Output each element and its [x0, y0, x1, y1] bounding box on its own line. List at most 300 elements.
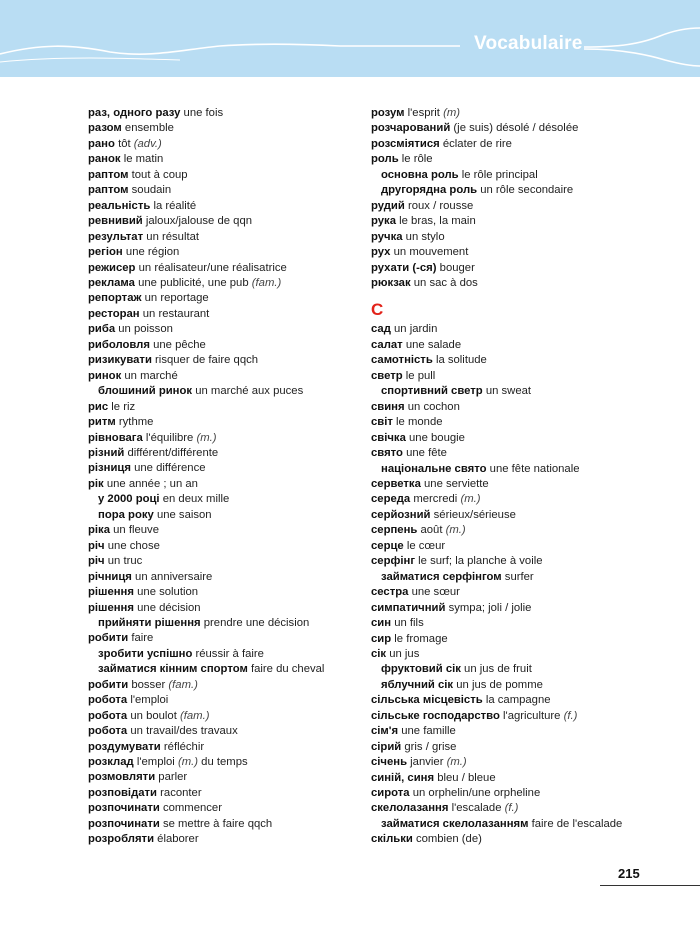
french-translation: ensemble [124, 122, 174, 135]
french-translation: combien (de) [415, 833, 482, 846]
grammar-marker: (fam.) [168, 678, 198, 691]
vocab-entry [88, 570, 358, 585]
ukrainian-word: розум [371, 107, 405, 119]
vocab-entry [88, 446, 358, 461]
french-translation: un rôle secondaire [480, 184, 574, 197]
french-translation: le fromage [394, 632, 448, 645]
ukrainian-word: розповідати [88, 786, 158, 799]
ukrainian-word: національне свято [381, 462, 487, 475]
ukrainian-word: регіон [88, 246, 123, 259]
header-wave-decoration [0, 0, 700, 77]
vocab-entry [88, 801, 358, 816]
ukrainian-word: розпочинати [88, 817, 160, 830]
vocab-entry [88, 585, 358, 600]
ukrainian-word: роль [371, 153, 399, 166]
ukrainian-word: ритм [88, 416, 116, 429]
ukrainian-word: робота [88, 725, 128, 738]
vocab-entry [371, 322, 671, 337]
ukrainian-word: розчарований [371, 122, 451, 135]
ukrainian-word: у 2000 році [98, 493, 160, 506]
ukrainian-word: скільки [371, 833, 413, 846]
ukrainian-word: зробити успішно [98, 647, 193, 660]
ukrainian-word: робити [88, 632, 129, 645]
ukrainian-word: пора року [98, 508, 154, 521]
french-translation: un boulot [130, 709, 177, 722]
vocab-entry [88, 199, 358, 214]
french-translation: une décision [137, 601, 201, 614]
french-translation: l'équilibre [145, 431, 194, 444]
vocab-entry [371, 121, 671, 136]
right-column-entries-s [371, 322, 671, 847]
vocab-entry [88, 601, 358, 616]
french-translation: un restaurant [142, 307, 210, 320]
french-translation: un truc [107, 555, 143, 568]
vocab-entry [88, 709, 358, 724]
vocab-entry [371, 492, 671, 507]
french-translation: raconter [160, 786, 202, 799]
vocab-entry [88, 168, 358, 183]
ukrainian-word: розклад [88, 756, 134, 769]
ukrainian-word: січень [371, 756, 408, 769]
vocab-entry [371, 106, 671, 121]
french-translation: un reportage [144, 292, 209, 305]
ukrainian-word: ранок [88, 153, 121, 166]
vocab-entry [88, 523, 358, 538]
ukrainian-word: ринок [88, 369, 122, 382]
ukrainian-word: серйозний [371, 508, 431, 521]
ukrainian-word: розробляти [88, 833, 155, 846]
ukrainian-word: светр [371, 369, 403, 382]
vocab-entry [88, 832, 358, 847]
vocab-entry [88, 554, 358, 569]
vocab-entry [371, 601, 671, 616]
ukrainian-word: блошиний ринок [98, 385, 193, 398]
vocab-entry [88, 477, 358, 492]
header-title: Vocabulaire [474, 33, 583, 54]
ukrainian-word: основна роль [381, 168, 459, 181]
ukrainian-word: роздумувати [88, 740, 161, 753]
ukrainian-word: рука [371, 215, 396, 228]
french-translation: la réalité [153, 199, 197, 212]
ukrainian-word: розпочинати [88, 802, 160, 815]
ukrainian-word: рухати (-ся) [371, 261, 437, 274]
ukrainian-word: сірий [371, 740, 402, 753]
vocab-entry [371, 724, 671, 739]
vocab-entry [88, 338, 358, 353]
ukrainian-word: сік [371, 647, 387, 660]
french-translation: une saison [156, 508, 212, 521]
french-translation: éclater de rire [442, 137, 512, 150]
french-translation: un mouvement [393, 246, 469, 259]
vocab-entry [371, 369, 671, 384]
ukrainian-word: річниця [88, 570, 132, 583]
french-translation: un marché aux puces [195, 385, 304, 398]
french-translation: tôt [118, 137, 131, 150]
french-translation: mercredi [413, 493, 458, 506]
ukrainian-word: спортивний светр [381, 385, 483, 398]
grammar-marker: (fam.) [179, 709, 210, 722]
french-translation: l'emploi [136, 756, 175, 769]
ukrainian-word: режисер [88, 261, 136, 274]
vocab-entry [371, 709, 671, 724]
french-translation: tout à coup [131, 168, 188, 181]
french-translation: commencer [162, 802, 222, 815]
vocab-entry [88, 400, 358, 415]
french-translation: une salade [405, 338, 462, 351]
ukrainian-word: рис [88, 400, 109, 413]
vocab-entry [371, 801, 671, 816]
ukrainian-word: риболовля [88, 338, 150, 351]
vocab-entry [371, 585, 671, 600]
ukrainian-word: розсміятися [371, 137, 440, 150]
french-translation: bosser [131, 678, 166, 691]
vocab-entry [88, 245, 358, 260]
ukrainian-word: серпень [371, 524, 418, 537]
vocab-entry [371, 508, 671, 523]
vocab-entry [371, 662, 671, 677]
ukrainian-word: симпатичний [371, 601, 446, 614]
footer-rule [600, 885, 700, 886]
vocab-entry [371, 786, 671, 801]
vocab-entry [88, 740, 358, 755]
french-translation: bouger [439, 261, 475, 274]
ukrainian-word: сім'я [371, 725, 399, 738]
french-translation: une pêche [153, 338, 206, 351]
ukrainian-word: сад [371, 323, 391, 336]
french-translation: le rôle principal [461, 168, 538, 181]
vocab-entry [371, 771, 671, 786]
vocab-entry [88, 431, 358, 446]
grammar-marker: (m) [443, 107, 460, 119]
vocab-entry [371, 183, 671, 198]
french-translation: sympa; joli / jolie [448, 601, 532, 614]
vocab-entry [88, 322, 358, 337]
ukrainian-word: робота [88, 709, 128, 722]
vocab-entry [371, 415, 671, 430]
vocab-entry [88, 678, 358, 693]
vocab-entry [371, 230, 671, 245]
french-translation: un jus de pomme [456, 678, 543, 691]
ukrainian-word: самотність [371, 354, 433, 367]
ukrainian-word: займатися скелолазанням [381, 817, 529, 830]
ukrainian-word: раптом [88, 184, 129, 197]
vocab-entry [88, 631, 358, 646]
ukrainian-word: різний [88, 446, 125, 459]
ukrainian-word: ризикувати [88, 354, 152, 367]
vocab-entry [88, 106, 358, 121]
right-column-entries-r [371, 106, 671, 291]
vocab-entry [88, 183, 358, 198]
ukrainian-word: рух [371, 246, 391, 259]
french-translation: une famille [401, 725, 456, 738]
vocab-entry [371, 740, 671, 755]
vocab-entry [371, 261, 671, 276]
french-translation: un anniversaire [135, 570, 213, 583]
vocab-entry [88, 307, 358, 322]
ukrainian-word: рюкзак [371, 276, 411, 289]
vocab-entry [88, 230, 358, 245]
ukrainian-word: ручка [371, 230, 403, 243]
french-translation: faire du cheval [250, 663, 325, 676]
ukrainian-word: свиня [371, 400, 405, 413]
ukrainian-word: раптом [88, 168, 129, 181]
french-translation: une fête nationale [489, 462, 580, 475]
vocab-entry [371, 539, 671, 554]
vocab-entry [371, 214, 671, 229]
grammar-marker: (adv.) [133, 137, 162, 150]
french-translation: une région [125, 246, 180, 259]
vocab-entry [88, 662, 358, 677]
ukrainian-word: разом [88, 122, 122, 135]
french-translation: différent/différente [127, 446, 219, 459]
ukrainian-word: займатися серфінгом [381, 570, 502, 583]
ukrainian-word: світ [371, 416, 393, 429]
page-number: 215 [618, 866, 640, 881]
vocab-entry [371, 400, 671, 415]
grammar-marker: (m.) [177, 756, 199, 769]
french-translation: le surf; la planche à voile [418, 555, 543, 568]
ukrainian-word: результат [88, 230, 144, 243]
grammar-marker: (m.) [446, 756, 467, 769]
vocab-entry [88, 214, 358, 229]
vocab-entry [88, 121, 358, 136]
vocab-entry [371, 755, 671, 770]
ukrainian-word: рівновага [88, 431, 143, 444]
french-translation: un orphelin/une orpheline [412, 787, 541, 800]
ukrainian-word: серце [371, 539, 404, 552]
french-translation: le cœur [406, 539, 446, 552]
ukrainian-word: сирота [371, 787, 410, 800]
ukrainian-word: сільська місцевість [371, 694, 483, 707]
vocab-entry [88, 291, 358, 306]
french-translation: surfer [504, 570, 534, 583]
french-translation: un poisson [118, 323, 173, 336]
french-translation: le monde [396, 416, 443, 429]
vocab-entry [371, 462, 671, 477]
ukrainian-word: ревнивий [88, 215, 143, 228]
ukrainian-word: середа [371, 493, 411, 506]
french-translation: un stylo [405, 230, 445, 243]
french-translation: bleu / bleue [437, 771, 496, 784]
french-translation: le bras, la main [399, 215, 476, 228]
vocab-entry [88, 415, 358, 430]
french-translation: faire de l'escalade [531, 817, 623, 830]
french-translation: une serviette [424, 477, 489, 490]
grammar-marker: (f.) [504, 802, 519, 815]
grammar-marker: (m.) [445, 524, 466, 537]
french-translation: risquer de faire qqch [155, 354, 259, 367]
ukrainian-word: робити [88, 678, 129, 691]
ukrainian-word: фруктовий сік [381, 663, 461, 676]
ukrainian-word: син [371, 617, 392, 630]
ukrainian-word: ресторан [88, 307, 140, 320]
french-translation: un jus [389, 647, 420, 660]
french-translation-cont: du temps [201, 756, 248, 769]
vocab-entry [371, 168, 671, 183]
french-translation: gris / grise [404, 740, 457, 753]
french-translation: soudain [131, 184, 172, 197]
french-translation: le pull [405, 369, 436, 382]
ukrainian-word: займатися кінним спортом [98, 663, 248, 676]
ukrainian-word: репортаж [88, 292, 142, 305]
ukrainian-word: серветка [371, 477, 421, 490]
vocab-entry [371, 647, 671, 662]
ukrainian-word: серфінг [371, 555, 416, 568]
french-translation: (je suis) désolé / désolée [453, 122, 579, 135]
french-translation: le rôle [401, 153, 433, 166]
ukrainian-word: реальність [88, 199, 151, 212]
vocab-entry [371, 554, 671, 569]
grammar-marker: (fam.) [251, 276, 282, 289]
vocab-entry [88, 353, 358, 368]
ukrainian-word: риба [88, 323, 116, 336]
ukrainian-word: реклама [88, 276, 135, 289]
french-translation: une chose [107, 539, 160, 552]
vocab-entry [371, 199, 671, 214]
vocab-entry [88, 647, 358, 662]
french-translation: en deux mille [162, 493, 230, 506]
ukrainian-word: робота [88, 694, 128, 707]
ukrainian-word: розмовляти [88, 771, 156, 784]
vocab-entry [88, 724, 358, 739]
vocab-entry [371, 632, 671, 647]
french-translation: une fois [183, 107, 224, 119]
french-translation: un jus de fruit [464, 663, 532, 676]
french-translation: un sac à dos [413, 276, 478, 289]
french-translation: janvier [410, 756, 444, 769]
ukrainian-word: рішення [88, 601, 134, 614]
ukrainian-word: річ [88, 555, 105, 568]
french-translation: une bougie [409, 431, 465, 444]
vocab-entry [88, 137, 358, 152]
vocab-entry [88, 755, 358, 770]
vocab-entry [88, 261, 358, 276]
ukrainian-word: синій, синя [371, 771, 435, 784]
french-translation: prendre une décision [203, 616, 310, 629]
vocab-entry [371, 353, 671, 368]
french-translation: un fleuve [113, 524, 159, 537]
french-translation: une sœur [411, 586, 460, 599]
vocab-entry [371, 477, 671, 492]
french-translation: un sweat [485, 385, 532, 398]
ukrainian-word: раз, одного разу [88, 107, 181, 119]
french-translation: un marché [124, 369, 178, 382]
ukrainian-word: сестра [371, 586, 409, 599]
french-translation: une solution [137, 586, 199, 599]
ukrainian-word: різниця [88, 462, 131, 475]
french-translation: un jardin [394, 323, 438, 336]
ukrainian-word: сільське господарство [371, 709, 500, 722]
french-translation: se mettre à faire qqch [162, 817, 273, 830]
vocab-entry [371, 276, 671, 291]
ukrainian-word: прийняти рішення [98, 616, 201, 629]
french-translation: la solitude [435, 354, 487, 367]
french-translation: réfléchir [163, 740, 205, 753]
ukrainian-word: другорядна роль [381, 184, 478, 197]
french-translation: le riz [111, 400, 136, 413]
vocab-entry [88, 770, 358, 785]
right-column [371, 106, 671, 848]
french-translation: l'esprit [407, 107, 440, 119]
french-translation: sérieux/sérieuse [433, 508, 516, 521]
vocab-entry [88, 152, 358, 167]
french-translation: réussir à faire [195, 647, 264, 660]
ukrainian-word: рано [88, 137, 115, 150]
french-translation: parler [158, 771, 188, 784]
vocab-entry [371, 245, 671, 260]
ukrainian-word: сир [371, 632, 392, 645]
vocab-entry [88, 461, 358, 476]
french-translation: un cochon [407, 400, 460, 413]
ukrainian-word: рік [88, 477, 104, 490]
grammar-marker: (f.) [563, 709, 578, 722]
vocab-entry [88, 817, 358, 832]
vocab-entry [88, 786, 358, 801]
vocab-entry [88, 616, 358, 631]
vocab-entry [371, 431, 671, 446]
ukrainian-word: рішення [88, 586, 134, 599]
french-translation: août [420, 524, 443, 537]
french-translation: un fils [394, 617, 424, 630]
vocab-entry [371, 152, 671, 167]
french-translation: un réalisateur/une réalisatrice [138, 261, 287, 274]
french-translation: le matin [123, 153, 164, 166]
vocab-entry [371, 446, 671, 461]
ukrainian-word: ріка [88, 524, 110, 537]
left-column [88, 106, 358, 848]
vocab-entry [88, 693, 358, 708]
french-translation: rythme [118, 416, 154, 429]
french-translation: faire [131, 632, 154, 645]
french-translation: une année ; un an [106, 477, 198, 490]
ukrainian-word: яблучний сік [381, 678, 454, 691]
vocab-entry [88, 384, 358, 399]
vocab-entry [371, 338, 671, 353]
ukrainian-word: салат [371, 338, 403, 351]
vocab-entry [371, 570, 671, 585]
french-translation: l'agriculture [503, 709, 561, 722]
vocab-entry [371, 817, 671, 832]
french-translation: un résultat [146, 230, 200, 243]
french-translation: une différence [134, 462, 206, 475]
french-translation: la campagne [485, 694, 551, 707]
vocab-entry [88, 492, 358, 507]
vocab-entry [88, 508, 358, 523]
french-translation: roux / rousse [407, 199, 474, 212]
french-translation: un travail/des travaux [130, 725, 238, 738]
ukrainian-word: свято [371, 447, 403, 460]
vocab-entry [371, 616, 671, 631]
vocab-entry [371, 832, 671, 847]
ukrainian-word: рудий [371, 199, 405, 212]
vocab-entry [371, 693, 671, 708]
ukrainian-word: річ [88, 539, 105, 552]
ukrainian-word: свічка [371, 431, 406, 444]
french-translation: une fête [406, 447, 447, 460]
french-translation: l'emploi [130, 694, 169, 707]
vocab-entry [88, 276, 358, 291]
vocab-entry [371, 523, 671, 538]
ukrainian-word: скелолазання [371, 802, 449, 815]
vocab-entry [371, 678, 671, 693]
french-translation: jaloux/jalouse de qqn [145, 215, 253, 228]
french-translation: l'escalade [451, 802, 502, 815]
grammar-marker: (m.) [460, 493, 481, 506]
vocab-entry [88, 539, 358, 554]
vocab-entry [88, 369, 358, 384]
french-translation: une publicité, une pub [138, 276, 249, 289]
vocab-entry [371, 137, 671, 152]
